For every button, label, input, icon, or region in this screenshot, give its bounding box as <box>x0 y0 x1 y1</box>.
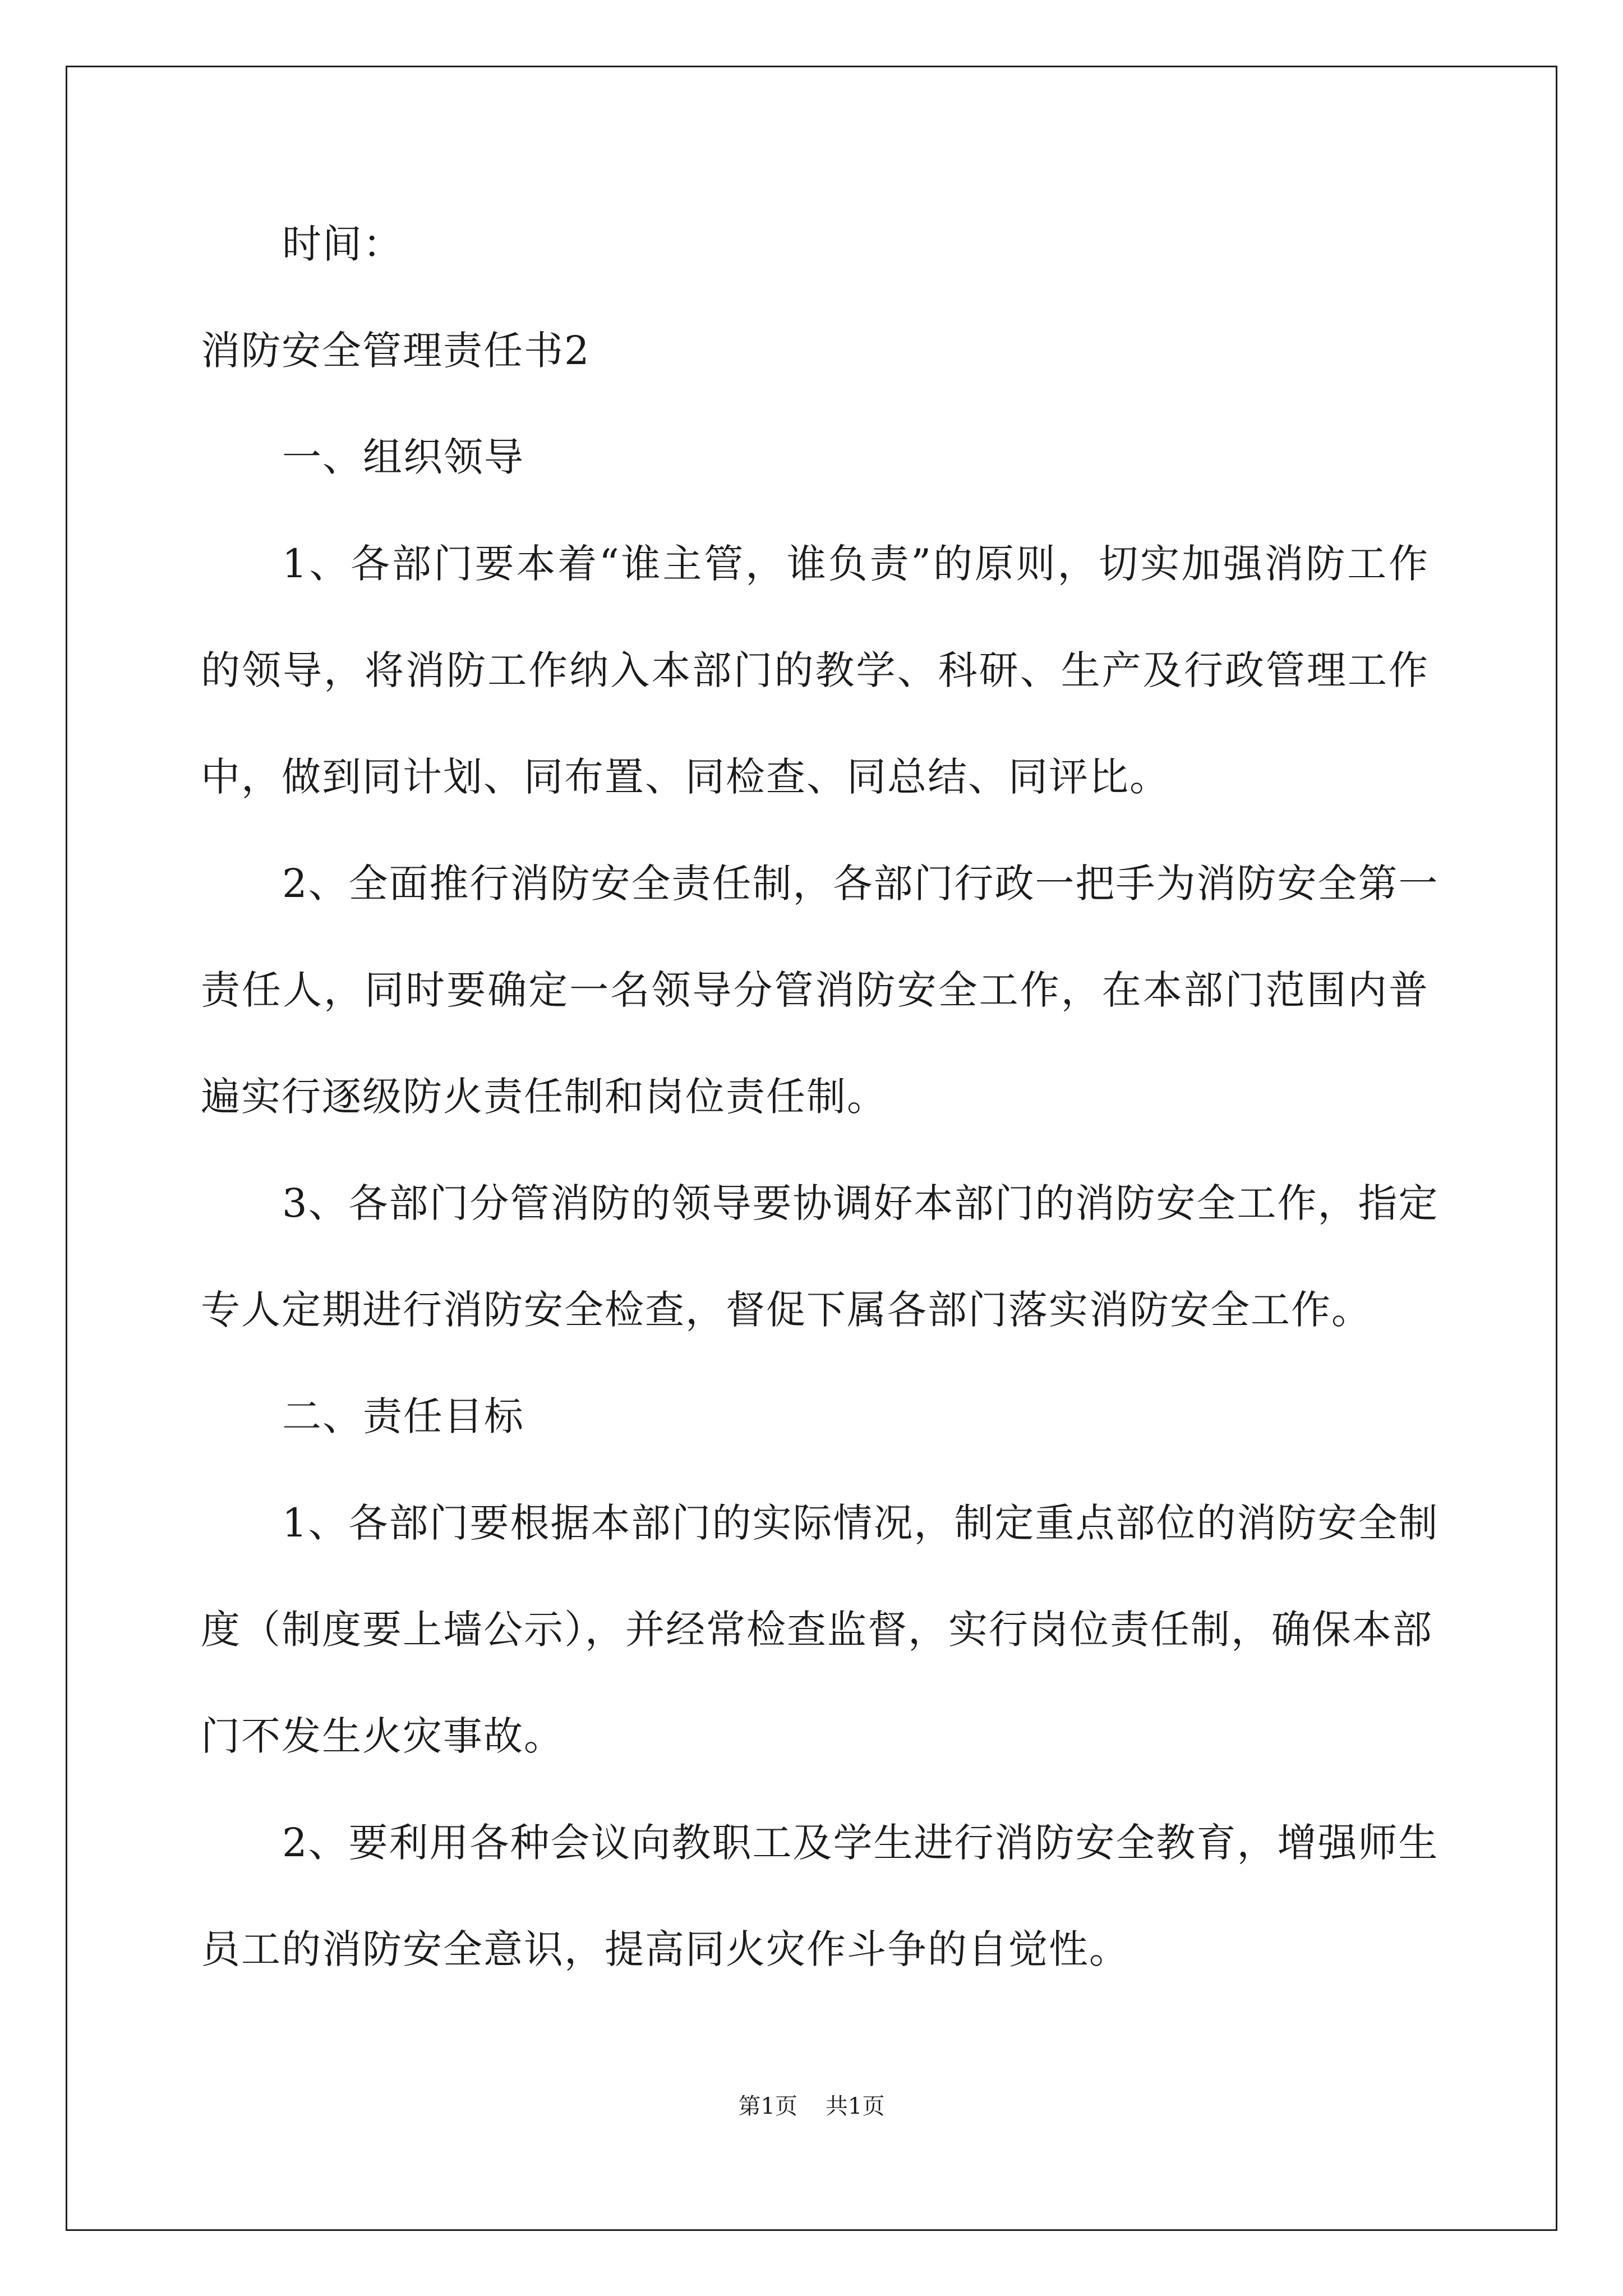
paragraph-line: 2、要利用各种会议向教职工及学生进行消防安全教育，增强师生 <box>282 1820 1439 1866</box>
paragraph-line: 2、全面推行消防安全责任制，各部门行政一把手为消防安全第一 <box>282 861 1439 907</box>
paragraph-line: 1、各部门要根据本部门的实际情况，制定重点部位的消防安全制 <box>282 1500 1439 1546</box>
paragraph-line: 专人定期进行消防安全检查，督促下属各部门落实消防安全工作。 <box>201 1287 1372 1333</box>
document-title: 消防安全管理责任书2 <box>201 328 591 374</box>
paragraph-line: 责任人，同时要确定一名领导分管消防安全工作，在本部门范围内普 <box>201 967 1429 1013</box>
section-heading-targets: 二、责任目标 <box>282 1393 524 1439</box>
paragraph-line: 3、各部门分管消防的领导要协调好本部门的消防安全工作，指定 <box>282 1180 1439 1226</box>
time-label: 时间： <box>282 221 403 267</box>
page-total: 共1页 <box>826 2093 885 2119</box>
paragraph-line: 员工的消防安全意识，提高同火灾作斗争的自觉性。 <box>201 1926 1129 1972</box>
paragraph-line: 1、各部门要本着“谁主管，谁负责”的原则，切实加强消防工作 <box>282 541 1429 587</box>
section-heading-organization: 一、组织领导 <box>282 434 524 480</box>
paragraph-line: 中，做到同计划、同布置、同检查、同总结、同评比。 <box>201 754 1170 800</box>
page-number: 第1页 <box>738 2093 797 2119</box>
paragraph-line: 的领导，将消防工作纳入本部门的教学、科研、生产及行政管理工作 <box>201 647 1429 693</box>
page-border <box>66 66 1557 2231</box>
paragraph-line: 遍实行逐级防火责任制和岗位责任制。 <box>201 1074 887 1120</box>
paragraph-line: 度（制度要上墙公示），并经常检查监督，实行岗位责任制，确保本部 <box>201 1607 1433 1653</box>
paragraph-line: 门不发生火灾事故。 <box>201 1713 564 1759</box>
page-footer <box>0 2092 1623 2120</box>
